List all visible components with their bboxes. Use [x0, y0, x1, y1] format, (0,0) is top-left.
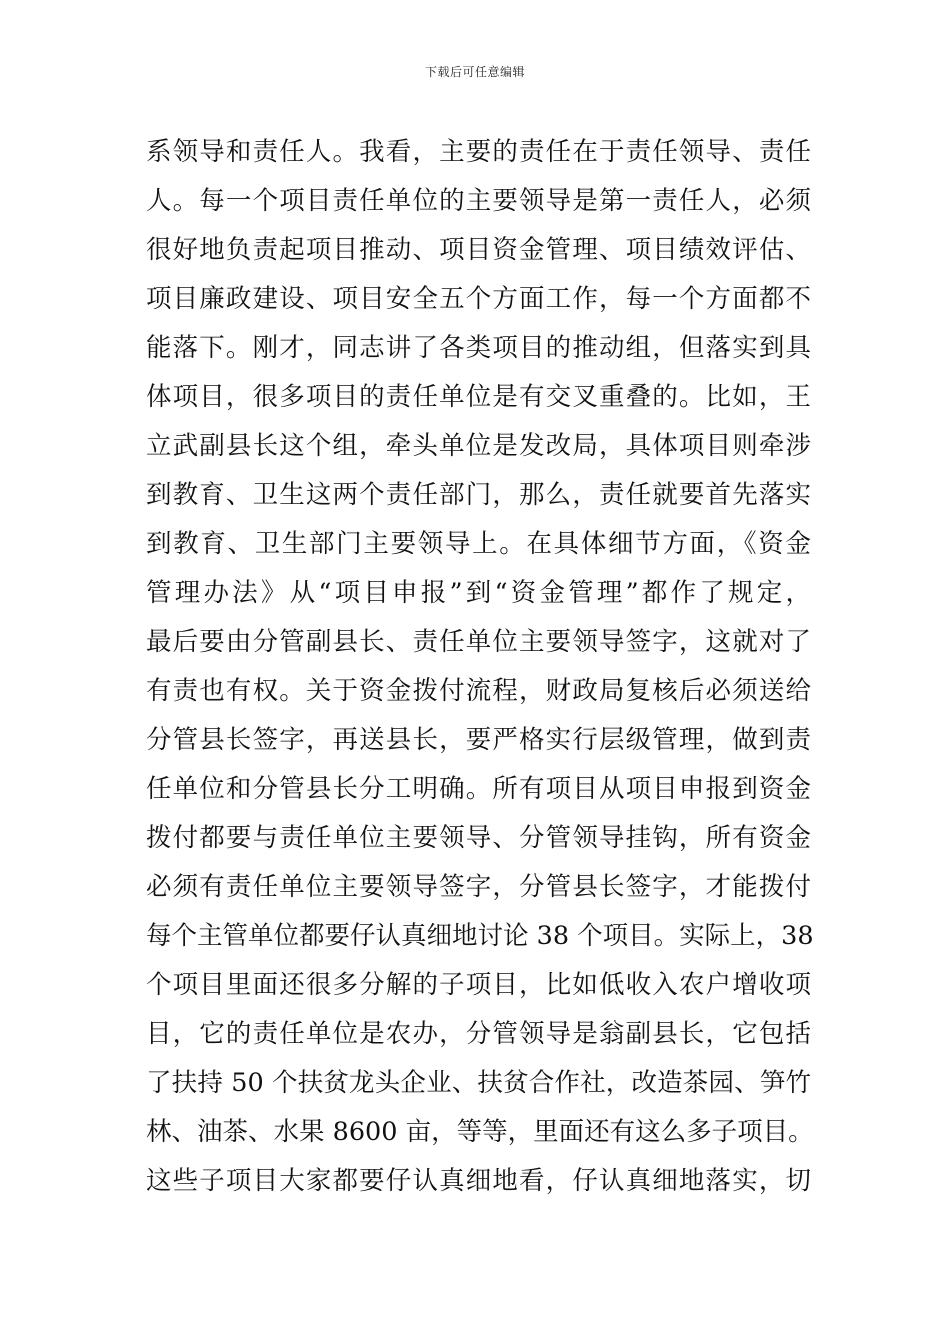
- text-line: 任单位和分管县长分工明确。所有项目从项目申报到资金: [146, 774, 811, 804]
- body-paragraph: [146, 128, 814, 1206]
- text-line: 有责也有权。关于资金拨付流程，财政局复核后必须送给: [146, 676, 811, 706]
- text-line: 立武副县长这个组，牵头单位是发改局，具体项目则牵涉: [146, 431, 811, 461]
- text-line: 这些子项目大家都要仔认真细地看，仔认真细地落实，切: [146, 1166, 811, 1196]
- text-line: 体项目，很多项目的责任单位是有交叉重叠的。比如，王: [146, 382, 811, 412]
- text-line: 项目廉政建设、项目安全五个方面工作，每一个方面都不: [146, 284, 811, 314]
- text-line: 系领导和责任人。我看，主要的责任在于责任领导、责任: [146, 137, 811, 167]
- text-line: 到教育、卫生这两个责任部门，那么，责任就要首先落实: [146, 480, 811, 510]
- text-line: 分管县长签字，再送县长，要严格实行层级管理，做到责: [146, 725, 811, 755]
- text-line: 目，它的责任单位是农办，分管领导是翁副县长，它包括: [146, 1019, 811, 1049]
- text-line: 林、油茶、水果 8600 亩，等等，里面还有这么多子项目。: [146, 1117, 814, 1147]
- text-line: 到教育、卫生部门主要领导上。在具体细节方面，《资金: [146, 529, 811, 559]
- text-line: 能落下。刚才，同志讲了各类项目的推动组，但落实到具: [146, 333, 811, 363]
- text-line: 个项目里面还很多分解的子项目，比如低收入农户增收项: [146, 970, 811, 1000]
- text-line: 人。每一个项目责任单位的主要领导是第一责任人，必须: [146, 186, 811, 216]
- text-line: 最后要由分管副县长、责任单位主要领导签字，这就对了: [146, 627, 811, 657]
- text-line: 了扶持 50 个扶贫龙头企业、扶贫合作社，改造茶园、笋竹: [146, 1068, 811, 1098]
- text-line: 必须有责任单位主要领导签字，分管县长签字，才能拨付: [146, 872, 811, 902]
- page-header: 下载后可任意编辑: [424, 65, 525, 79]
- text-line: 管理办法》从“项目申报”到“资金管理”都作了规定，: [146, 578, 811, 608]
- text-line: 每个主管单位都要仔认真细地讨论 38 个项目。实际上，38: [146, 921, 814, 951]
- text-line: 很好地负责起项目推动、项目资金管理、项目绩效评估、: [146, 235, 811, 265]
- text-line: 拨付都要与责任单位主要领导、分管领导挂钩，所有资金: [146, 823, 811, 853]
